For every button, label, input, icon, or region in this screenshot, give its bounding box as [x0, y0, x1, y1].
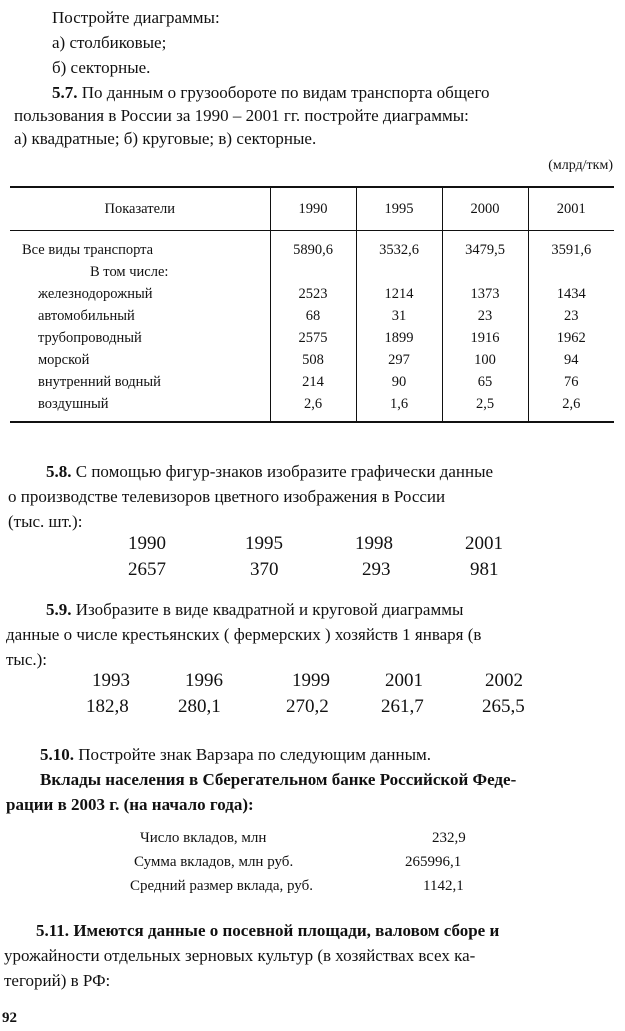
intro-line-2: а) столбиковые; — [52, 33, 167, 52]
task59-line-3: тыс.): — [6, 650, 48, 669]
task59-line-1: Изобразите в виде квадратной и круговой диаграммы — [75, 600, 464, 619]
year-label: 2001 — [385, 670, 423, 691]
freight-table — [10, 186, 614, 423]
table-unit: (млрд/ткм) — [548, 158, 613, 173]
row-label: воздушный — [38, 396, 109, 412]
cell: 2,6 — [270, 393, 356, 422]
cell: 297 — [356, 349, 442, 371]
task510-line-3: рации в 2003 г. (на начало года): — [6, 795, 254, 814]
cell — [356, 261, 442, 283]
cell: 90 — [356, 371, 442, 393]
row-label: внутренний водный — [38, 374, 161, 390]
row-label: автомобильный — [38, 308, 135, 324]
value-label: 280,1 — [178, 696, 221, 717]
task59-heading — [46, 600, 463, 620]
cell — [528, 261, 614, 283]
row-label: В том числе: — [90, 264, 169, 280]
cell: 3479,5 — [442, 231, 528, 262]
cell: 100 — [442, 349, 528, 371]
row-label: железнодорожный — [38, 286, 153, 302]
cell: 214 — [270, 371, 356, 393]
table-row — [10, 261, 614, 283]
cell — [442, 261, 528, 283]
header-year: 2001 — [528, 187, 614, 231]
task511-number: 5.11. — [36, 921, 70, 940]
cell: 1916 — [442, 327, 528, 349]
value-label: 2657 — [128, 559, 166, 580]
page-number: 92 — [2, 1010, 17, 1026]
cell: 65 — [442, 371, 528, 393]
task59-number: 5.9. — [46, 600, 72, 619]
task511-line-2: урожайности отдельных зерновых культур (в хозяйствах всех ка- — [4, 946, 476, 965]
task510-heading — [40, 745, 431, 765]
task58-line-3: (тыс. шт.): — [8, 512, 83, 531]
task58-line-2: о производстве телевизоров цветного изображения в России — [8, 487, 446, 506]
table-row — [10, 283, 614, 305]
intro-line-1: Постройте диаграммы: — [52, 8, 220, 27]
value-label: 182,8 — [86, 696, 129, 717]
task511-heading — [36, 921, 499, 941]
year-label: 2002 — [485, 670, 523, 691]
table-row — [10, 327, 614, 349]
deposit-value: 265996,1 — [405, 854, 462, 870]
value-label: 370 — [250, 559, 279, 580]
table-row — [10, 371, 614, 393]
task57-line-2: пользования в России за 1990 – 2001 гг. постройте диаграммы: — [14, 106, 469, 125]
header-year: 1990 — [270, 187, 356, 231]
year-label: 2001 — [465, 533, 503, 554]
table-row — [10, 349, 614, 371]
year-label: 1996 — [185, 670, 223, 691]
cell: 1,6 — [356, 393, 442, 422]
deposit-value: 232,9 — [432, 830, 466, 846]
task57-line-1: По данным о грузообороте по видам транспорта общего — [81, 83, 490, 102]
cell — [270, 261, 356, 283]
table-row — [10, 393, 614, 422]
intro-line-3: б) секторные. — [52, 58, 151, 77]
header-indicators: Показатели — [10, 187, 270, 231]
cell: 23 — [442, 305, 528, 327]
cell: 3532,6 — [356, 231, 442, 262]
cell: 68 — [270, 305, 356, 327]
cell: 76 — [528, 371, 614, 393]
cell: 1214 — [356, 283, 442, 305]
cell: 2,5 — [442, 393, 528, 422]
task510-number: 5.10. — [40, 745, 74, 764]
year-label: 1993 — [92, 670, 130, 691]
value-label: 293 — [362, 559, 391, 580]
task58-line-1: С помощью фигур-знаков изобразите графически данные — [75, 462, 494, 481]
cell: 1434 — [528, 283, 614, 305]
table-row — [10, 231, 614, 262]
cell: 3591,6 — [528, 231, 614, 262]
task59-line-2: данные о числе крестьянских ( фермерских ) хозяйств 1 января (в — [6, 625, 482, 644]
row-label: трубопроводный — [38, 330, 142, 346]
cell: 1899 — [356, 327, 442, 349]
task57-line-3: а) квадратные; б) круговые; в) секторные. — [14, 129, 317, 148]
deposit-label: Число вкладов, млн — [140, 830, 267, 846]
value-label: 270,2 — [286, 696, 329, 717]
value-label: 261,7 — [381, 696, 424, 717]
task57-number: 5.7. — [52, 83, 78, 102]
task57-heading — [52, 83, 490, 103]
row-label: Все виды транспорта — [22, 242, 154, 258]
value-label: 265,5 — [482, 696, 525, 717]
task511-line-3: тегорий) в РФ: — [4, 971, 111, 990]
header-year: 2000 — [442, 187, 528, 231]
table-row — [10, 305, 614, 327]
deposit-label: Сумма вкладов, млн руб. — [134, 854, 294, 870]
cell: 94 — [528, 349, 614, 371]
year-label: 1999 — [292, 670, 330, 691]
cell: 23 — [528, 305, 614, 327]
task58-number: 5.8. — [46, 462, 72, 481]
year-label: 1995 — [245, 533, 283, 554]
header-year: 1995 — [356, 187, 442, 231]
table-header-row — [10, 187, 614, 231]
value-label: 981 — [470, 559, 499, 580]
cell: 5890,6 — [270, 231, 356, 262]
cell: 1962 — [528, 327, 614, 349]
task510-line-2: Вклады населения в Сберегательном банке Российской Феде- — [40, 770, 517, 789]
task510-line-1: Постройте знак Варзара по следующим данным. — [78, 745, 432, 764]
row-label: морской — [38, 352, 90, 368]
cell: 1373 — [442, 283, 528, 305]
deposit-value: 1142,1 — [423, 878, 464, 894]
year-label: 1990 — [128, 533, 166, 554]
year-label: 1998 — [355, 533, 393, 554]
task511-line-1: Имеются данные о посевной площади, валовом сборе и — [73, 921, 500, 940]
cell: 31 — [356, 305, 442, 327]
deposit-label: Средний размер вклада, руб. — [130, 878, 313, 894]
cell: 2,6 — [528, 393, 614, 422]
task58-heading — [46, 462, 493, 482]
cell: 2523 — [270, 283, 356, 305]
cell: 508 — [270, 349, 356, 371]
cell: 2575 — [270, 327, 356, 349]
